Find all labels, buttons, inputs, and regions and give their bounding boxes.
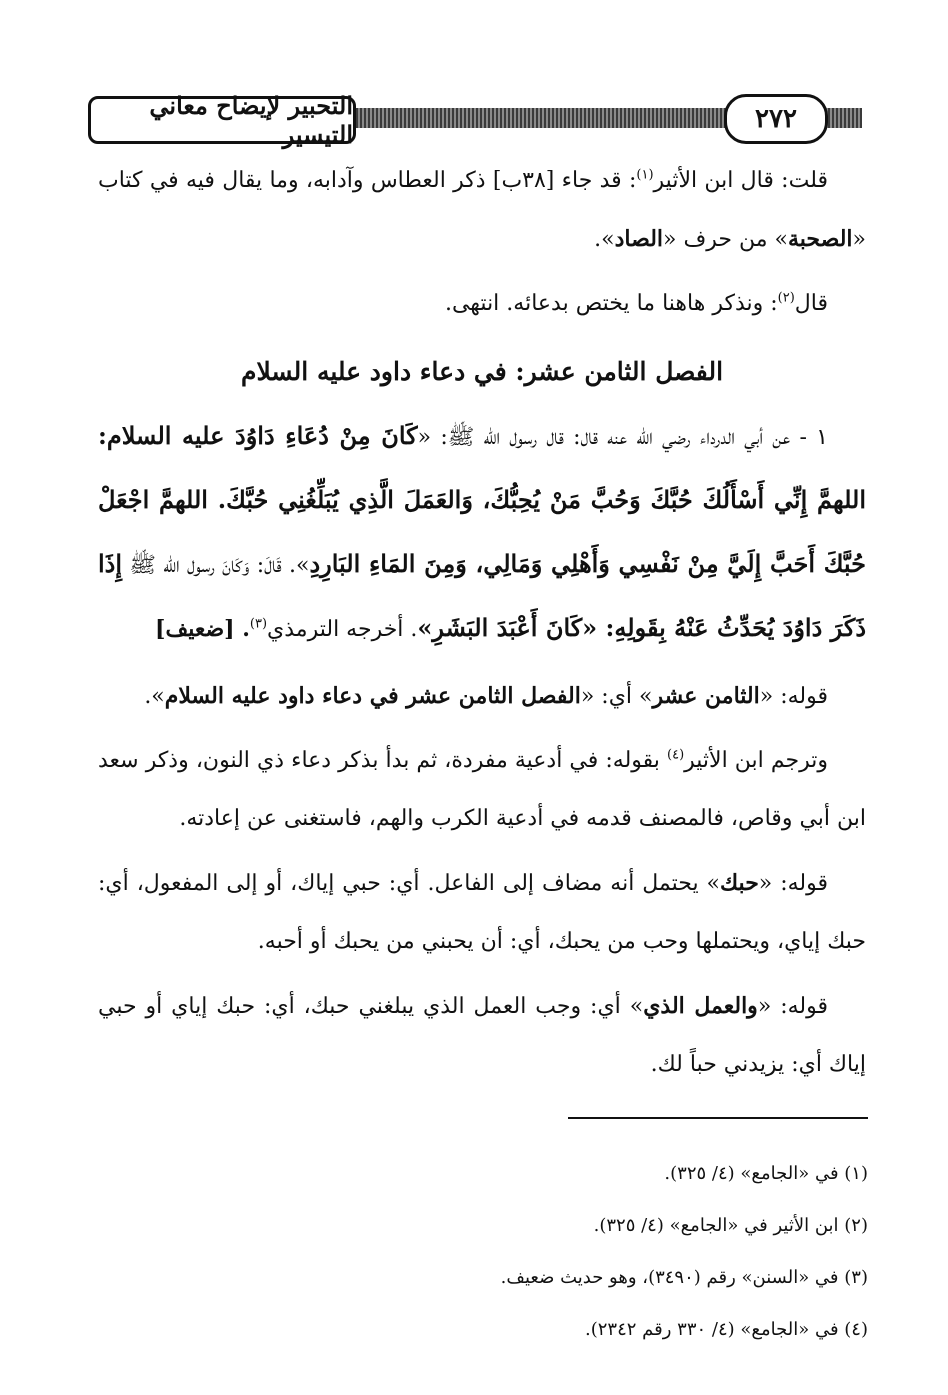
footnote-ref-3: (٣) <box>249 616 268 632</box>
commentary-tarjama: وترجم ابن الأثير$^{(٤)}$ بقوله: في أدعية مفردة، ثم بدأ بذكر دعاء ذي النون، وذكر سعد ابن أبي وقاص، فالمصنف قدمه في أدعية الكرب والهم، فاستغنى عن إعادته. <box>98 747 866 831</box>
book-title: التحبير لإيضاح معاني التيسير <box>88 96 356 144</box>
page-header <box>88 91 862 150</box>
footnote-ref-4: (٤) <box>667 747 685 763</box>
paragraph-qala: قال$^{(٢)}$: ونذكر هاهنا ما يختص بدعائه. انتهى. <box>444 290 828 316</box>
hadith-text-dua: كَانَ مِنْ دُعَاءِ دَاوُدَ عليه السلام: اللهمَّ إِنِّي أَسْأَلُكَ حُبَّكَ وَحُبَّ مَنْ يُحِبُّكَ، وَالعَمَلَ الَّذِي يُبَلِّغُنِي حُبَّكَ. اللهمَّ اجْعَلْ حُبَّكَ أَحَبَّ إِلَيَّ مِنْ نَفْسِي وَأَهْلِي وَمَالِي، وَمِنَ المَاءِ البَارِدِ <box>98 421 866 578</box>
footnote-ref-2: (٢) <box>777 290 795 306</box>
footnote-1: (١) في «الجامع» (٤/ ٣٢٥). <box>664 1163 868 1184</box>
footnote-2: (٢) ابن الأثير في «الجامع» (٤/ ٣٢٥). <box>593 1215 868 1236</box>
hadith-grade: . [ضعيف] <box>155 616 250 642</box>
letter-sad: الصاد <box>614 226 664 252</box>
footnote-3: (٣) في «السنن» رقم (٣٤٩٠)، وهو حديث ضعيف. <box>500 1267 868 1288</box>
hadith-paragraph: ١ - عن أبي الدرداء رضي الله عنه قال: قال رسول الله ﷺ: «كَانَ مِنْ دُعَاءِ دَاوُدَ عليه السلام: اللهمَّ إِنِّي أَسْأَلُكَ حُبَّكَ وَحُبَّ مَنْ يُحِبُّكَ، وَالعَمَلَ الَّذِي يُبَلِّغُنِي حُبَّكَ. اللهمَّ اجْعَلْ حُبَّكَ أَحَبَّ إِلَيَّ مِنْ نَفْسِي وَأَهْلِي وَمَالِي، وَمِنَ المَاءِ البَارِدِ». قَالَ: وَكَانَ رسول الله ﷺ إِذَا ذَكَرَ دَاوُدَ يُحَدِّثُ عَنْهُ بِقَولِهِ: «كَانَ أَعْبَدَ البَشَرِ». أخرجه الترمذي$^{(٣)}$. [ضعيف] <box>98 421 866 642</box>
commentary-thamin-ashar: قوله: «الثامن عشر» أي: «الفصل الثامن عشر في دعاء داود عليه السلام». <box>144 683 828 709</box>
main-text <box>98 152 866 1100</box>
footnote-ref-1: (١) <box>636 167 654 183</box>
footnote-separator <box>568 1117 868 1119</box>
chapter-heading: الفصل الثامن عشر: في دعاء داود عليه السلام <box>240 357 724 386</box>
hadith-text-dawud: إِذَا ذَكَرَ دَاوُدَ يُحَدِّثُ عَنْهُ بِقَولِهِ: «كَانَ أَعْبَدَ البَشَرِ» <box>98 549 866 642</box>
footnote-4: (٤) في «الجامع» (٤/ ٣٣٠ رقم ٢٣٤٢). <box>585 1319 868 1340</box>
commentary-amal: قوله: «والعمل الذي» أي: وجب العمل الذي يبلغني حبك، أي: حبك إياي أو حبي إياك أي: يزيدني حباً لك. <box>98 993 866 1077</box>
paragraph-ibn-athir: قلت: قال ابن الأثير$^{(١)}$: قد جاء [٣٨ب] ذكر العطاس وآدابه، وما يقال فيه في كتاب «الصحبة» من حرف «الصاد». <box>98 167 866 252</box>
footnotes <box>78 1148 868 1356</box>
commentary-hubbak: قوله: «حبك» يحتمل أنه مضاف إلى الفاعل. أي: حبي إياك، أو إلى المفعول، أي: حبك إياي، ويحتملها وحب من يحبك، أي: أن يحبني من يحبك أو أحبه. <box>98 870 866 954</box>
page-number: ٢٧٢ <box>724 94 828 144</box>
book-name-suhba: الصحبة <box>788 226 853 252</box>
